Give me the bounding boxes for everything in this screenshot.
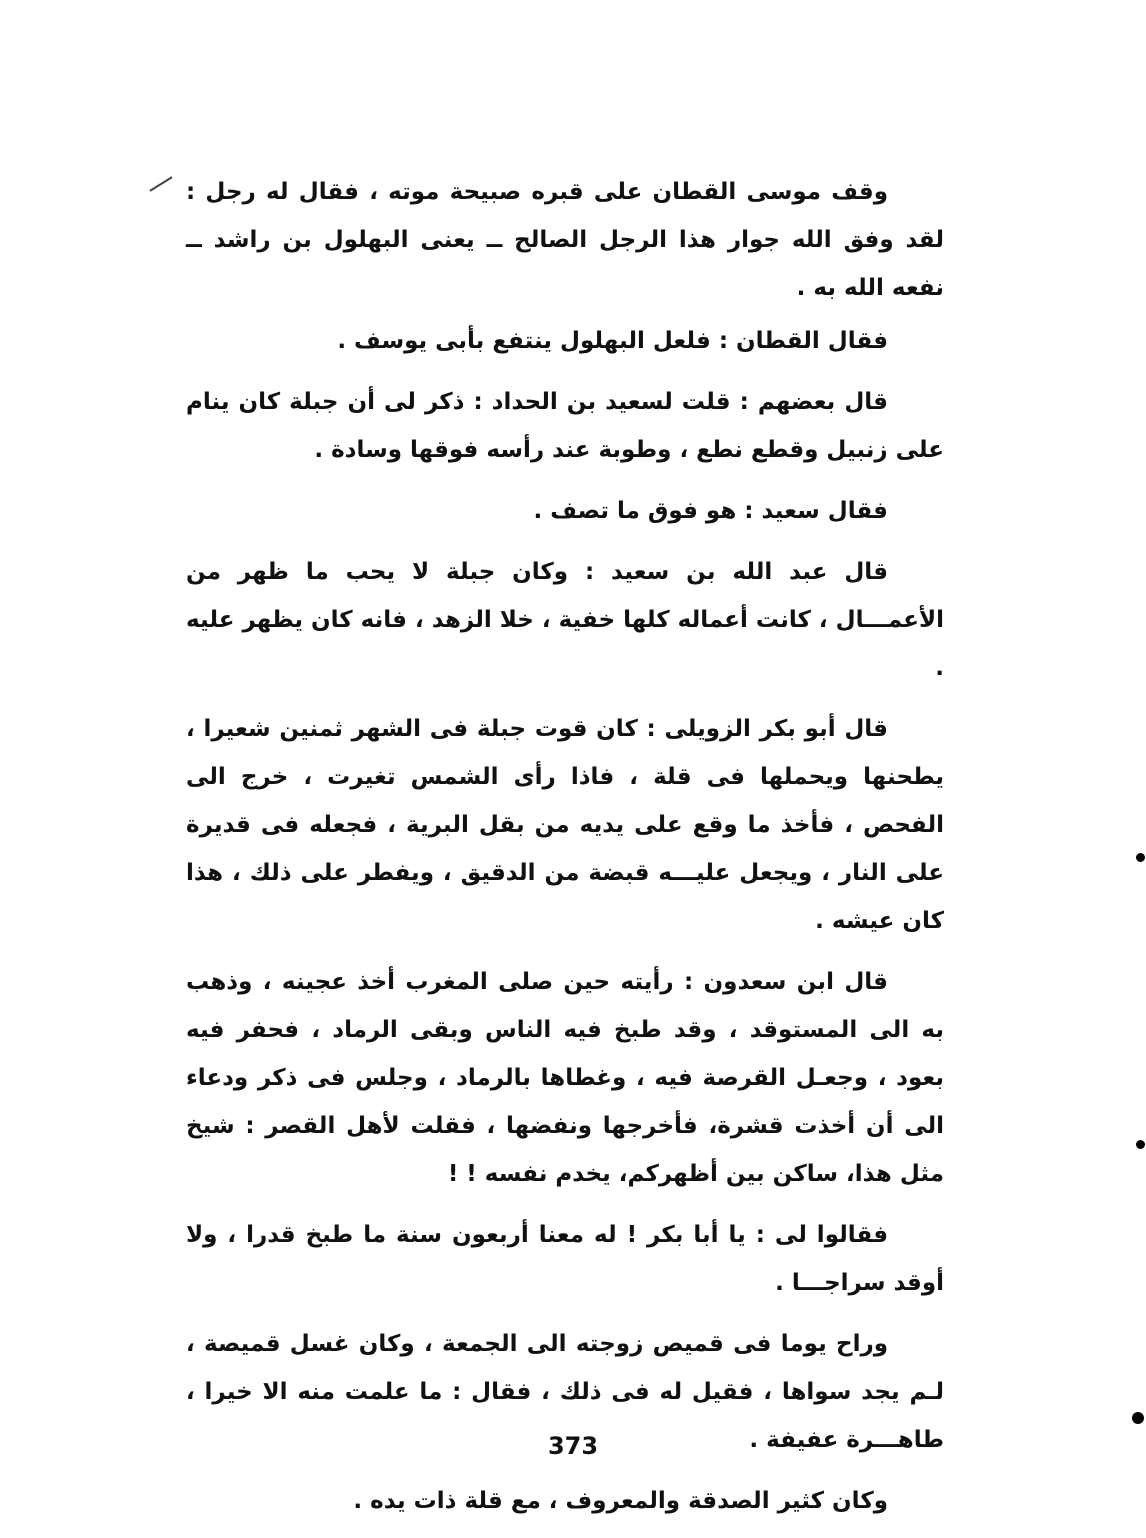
paragraph-8: فقالوا لى : يا أبا بكر ! له معنا أربعون سنة ما طبخ قدرا ، ولا أوقد سراجـــا . [186,1222,944,1296]
paragraph-3: قال بعضهم : قلت لسعيد بن الحداد : ذكر لى أن جبلة كان ينام على زنبيل وقطع نطع ، وطوبة عند رأسه فوقها وسادة . [186,389,944,463]
paragraph-6: قال أبو بكر الزويلى : كان قوت جبلة فى الشهر ثمنين شعيرا ، يطحنها ويحملها فى قلة ، فاذا رأى الشمس تغيرت ، خرج الى الفحص ، فأخذ ما وقع على يديه من بقل البرية ، فجعله فى قديرة على النار ، ويجعل عليـــه قبضة من الدقيق ، ويفطر على ذلك ، هذا كان عيشه . [186,716,944,934]
pen-mark [149,176,172,191]
paragraph-10: وكان كثير الصدقة والمعروف ، مع قلة ذات يده . [353,1488,888,1514]
paragraph-5: قال عبد الله بن سعيد : وكان جبلة لا يحب ما ظهر من الأعمـــال ، كانت أعماله كلها خفية ، خلا الزهد ، فانه كان يظهر عليه . [186,559,944,681]
paragraph-2: فقال القطان : فلعل البهلول ينتفع بأبى يوسف . [337,328,888,354]
margin-dot [1136,1140,1145,1149]
paragraph-7: قال ابن سعدون : رأيته حين صلى المغرب أخذ عجينه ، وذهب به الى المستوقد ، وقد طبخ فيه الناس وبقى الرماد ، فحفر فيه بعود ، وجعـل القرصة فيه ، وغطاها بالرماد ، وجلس فى ذكر ودعاء الى أن أخذت قشرة، فأخرجها ونفضها ، فقلت لأهل القصر : شيخ مثل هذا، ساكن بين أظهركم، يخدم نفسه ! ! [186,969,944,1187]
paragraph-4: فقال سعيد : هو فوق ما تصف . [533,498,888,524]
margin-dot [1132,1412,1144,1424]
paragraph-9: وراح يوما فى قميص زوجته الى الجمعة ، وكان غسل قميصة ، لـم يجد سواها ، فقيل له فى ذلك ، فقال : ما علمت منه الا خيرا ، طاهـــرة عفيفة . [186,1331,944,1453]
page-number: 373 [547,1432,599,1460]
margin-dot [1136,853,1145,862]
page-body-text [186,168,944,1538]
paragraph-1: وقف موسى القطان على قبره صبيحة موته ، فقال له رجل : لقد وفق الله جوار هذا الرجل الصالح ــ يعنى البهلول بن راشد ــ نفعه الله به . [186,179,944,301]
